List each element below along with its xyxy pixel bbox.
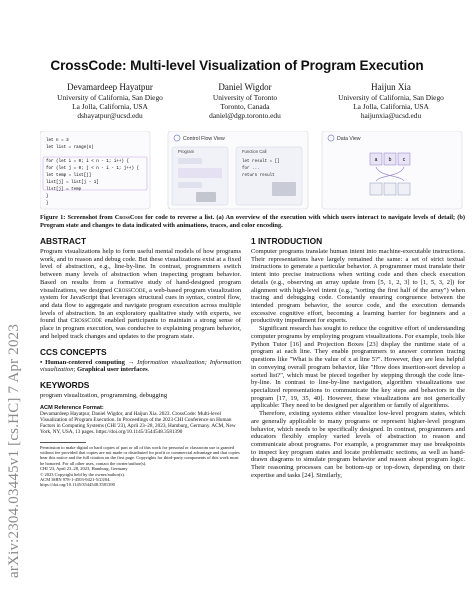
intro-paragraph-2: Significant research has sought to reduce the cognitive effort of understanding computer programs by employing program visualizations. For example, tools like Python Tutor [16] and Projection Boxes [23] display the runtime state of a program at each line. They enable programmers to answer common tracing questions like "What is the value of x at line 5?". However, they are less helpful in conveying overall program behavior, like "How does insertion-sort develop a sorted list?", which must be pieced together by stepping through the code line-by-line. In contrast to line-by-line navigation, algorithm visualizations use specialized representations to communicate the key steps and behaviors in the program [17, 19, 35, 40]. However, these visualizations are not generically applicable: They need to be designed per algorithm or family of algorithms. [251, 325, 466, 410]
introduction-heading: 1 INTRODUCTION [251, 236, 323, 246]
call-summary-block[interactable] [272, 182, 296, 196]
permission-conference: CHI '23, April 23–28, 2023, Hamburg, Germany [40, 466, 128, 472]
figure-caption [40, 214, 465, 229]
author-name: Devamardeep Hayatpur [67, 82, 153, 92]
author-location: La Jolla, California, USA [353, 102, 429, 111]
paper-title: CrossCode: Multi-level Visualization of Program Execution [50, 58, 424, 73]
teaser-figure [40, 131, 470, 211]
keywords-text: program visualization, programming, debugging [40, 392, 168, 400]
program-step[interactable] [178, 182, 202, 188]
author-block-2 [185, 82, 305, 120]
acm-reference-text: Devamardeep Hayatpur, Daniel Wigdor, and Haijun Xia. 2023. CrossCode: Multi-level Visualization of Program Execution. In Proceedings of the 2023 CHI Conference on Human Factors in Computing Systems (CHI '23), April 23–28, 2023, Hamburg, Germany. ACM, New York, NY, USA, 13 pages. https://doi.org/10.1145/3544548.3581390 [40, 410, 236, 436]
program-step[interactable] [196, 192, 216, 202]
intro-paragraph-1: Computer programs translate human intent into machine-executable instructions. Their representations have largely remained the same: a set of strict textual instructions to generate a particular behavior. A programmer must translate their intent into precise instructions when writing code and then check execution details (e.g., observing an array update from [5, 1, 2, 3] to [1, 5, 3, 2]) for alignment with high-level intent (e.g., "sorting the first half of the array") when tracing and debugging code. Constantly ensuring congruence between the intended program behavior, the source code, and the execution demands excessive cognitive effort, becoming a learning barrier for beginners and a productivity impediment for experts. [251, 248, 465, 325]
code-line: for (let i = 0; i < n - 1; i++) { [46, 160, 129, 164]
code-line: let list = range(n) [46, 146, 94, 150]
permission-copyright: © 2023 Copyright held by the owner/author(s). [40, 471, 126, 477]
abstract-text: Program visualizations help to form useful mental models of how programs work, and to reason and debug code. But these visualizations exist at a fixed level of abstraction, e.g., line-by-line. In contrast, programmers switch between many levels of abstraction when inspecting program behavior. Based on results from a formative study of hand-designed program visualizations, we designed CrossCode, a web-based program visualization system for JavaScript that leverages structural cues in syntax, control flow, and data flow to aggregate and navigate program execution across multiple levels of abstraction. In an exploratory qualitative study with experts, we found that CrossCode enabled participants to maintain a strong sense of place in program execution, was conducive to explaining program behavior, and helped track changes and updates to the program state. [40, 248, 241, 340]
footnote-rule [40, 442, 86, 443]
array-cell-label: c [402, 157, 406, 163]
array-cell-label: b [388, 157, 392, 163]
array-cell [398, 183, 410, 195]
caption-lead: Figure 1: Screenshot from [40, 214, 115, 221]
code-line: } [46, 202, 49, 206]
data-array-bottom [370, 183, 410, 195]
author-location: La Jolla, California, USA [72, 102, 148, 111]
function-call-label: Function Call [242, 149, 267, 154]
call-line: let result = [] [242, 160, 280, 164]
control-flow-title: Control Flow View [183, 136, 225, 142]
caption-system-name: CrossCode [114, 214, 144, 221]
author-email: dshayatpur@ucsd.edu [77, 111, 143, 120]
code-line: let n = 3 [46, 139, 69, 143]
array-cell [384, 183, 396, 195]
code-line: let temp = list[j] [46, 174, 92, 178]
author-block-3 [318, 82, 464, 120]
data-array-top [370, 153, 410, 165]
permission-text: Permission to make digital or hard copies of part or all of this work for personal or classroom use is granted without fee provided that copies are not made or distributed for profit or commercial advantage and that copies bear this notice and the full citation on the first page. Copyrights for third-party components of this work must be honored. For all other uses, contact the owner/author(s). [40, 444, 240, 466]
left-column [40, 236, 241, 488]
author-location: Toronto, Canada [220, 102, 270, 111]
author-affiliation: University of Toronto [212, 93, 278, 102]
ccs-text: • Human-centered computing → Information visualization; Information visualization; Graphical user interfaces. [40, 358, 241, 374]
author-name: Daniel Wigdor [218, 82, 272, 92]
array-cell-label: a [374, 157, 378, 163]
caption-text: for code to reverse a list. (a) An overview of the execution with which users interact to navigate levels of detail; (b) Program state and changes to data indicated with animations, traces, and color encoding. [40, 214, 466, 229]
author-name: Haijun Xia [371, 82, 411, 92]
intro-paragraph-3: Therefore, existing systems either visualize low-level program states, which are generally applicable to many programs or represent higher-level program behavior, which needs to be specifically designed. In contrast, programmers and educators flexibly employ varied levels of abstraction to reason and communicate about programs. For example, a programmer may use breakpoints to inspect key program states and locate problematic sections, as well as hand-drawn diagrams to simulate program behavior and reason about program logic. Their reasoning processes can be bottom-up or top-down, depending on their expertise and tasks [24]. Similarly, [251, 410, 465, 479]
right-column [251, 236, 465, 480]
author-affiliation: University of California, San Diego [338, 93, 444, 102]
paper-page: arXiv:2304.03445v1 [cs.HC] 7 Apr 2023 CrossCode: Multi-level Visualization of Program Execution Devamardeep Hayatpur University of California, San Diego La Jolla, California, USA dshayatpur@ucsd.edu Daniel Wigdor University of Toronto Toronto, Canada daniel@dgp.toronto.edu Haijun Xia University of California, San Diego La Jolla, California, USA haijunxia@ucsd.edu let n = 3 let list = range(n) for (let i = 0; i < n - 1; i++) { for (let j = 0; j < n - i - 1; j++) { let temp = list[j] list[j] = list[j - 1] list[j] = temp } } Control Flow View Program Function Call let result = [] for ... return result Data View a b c Figure 1: Screenshot from CrossCode for code to reverse a list. (a) An overview of the execution with which users interact to navigate levels of detail; (b) Program state and changes to data indicated with animations, traces, and color encoding. ABSTRACT Program visualizations help to form useful mental models of how programs work, and to reason and debug code. But these visualizations exist at a fixed level of abstraction, e.g., line-by-line. In contrast, programmers switch between many levels of abstraction when inspecting program behavior. Based on results from a formative study of hand-designed program visualizations, we designed CrossCode, a web-based program visualization system for JavaScript that leverages structural cues in syntax, control flow, and data flow to aggregate and navigate program execution across multiple levels of abstraction. In an exploratory qualitative study with experts, we found that CrossCode enabled participants to maintain a strong sense of place in program execution, was conducive to explaining program behavior, and helped track changes and updates to the program state. CCS CONCEPTS • Human-centered computing → Information visualization; Information visualization; Graphical user interfaces. KEYWORDS program visualization, programming, debugging ACM Reference Format: Devamardeep Hayatpur, Daniel Wigdor, and Haijun Xia. 2023. CrossCode: Multi-level Visualization of Program Execution. In Proceedings of the 2023 CHI Conference on Human Factors in Computing Systems (CHI '23), April 23–28, 2023, Hamburg, Germany. ACM, New York, NY, USA, 13 pages. https://doi.org/10.1145/3544548.3581390 Permission to make digital or hard copies of part or all of this work for personal or classroom use is granted without fee provided that copies are not made or distributed for profit or commercial advantage and that copies bear this notice and the full citation on the first page. Copyrights for third-party components of this work must be honored. For all other uses, contact the owner/author(s). CHI '23, April 23–28, 2023, Hamburg, Germany © 2023 Copyright held by the owner/author(s). ACM ISBN 978-1-4503-9421-5/23/04. https://doi.org/10.1145/3544548.3581390 1 INTRODUCTION Computer programs translate human intent into machine-executable instructions. Their representations have largely remained the same: a set of strict textual instructions to generate a particular behavior. A programmer must translate their intent into precise instructions when writing code and then check execution details (e.g., observing an array update from [5, 1, 2, 3] to [1, 5, 3, 2]) for alignment with high-level intent (e.g., "sorting the first half of the array") when tracing and debugging code. Constantly ensuring congruence between the intended program behavior, the source code, and the execution demands excessive cognitive effort, becoming a learning barrier for beginners and a productivity impediment for experts. Significant research has sought to reduce the cognitive effort of understanding computer programs by employing program visualizations. For example, tools like Python Tutor [16] and Projection Boxes [23] display the runtime state of a program at each line. They enable programmers to answer common tracing questions like "What is the value of x at line 5?". However, they are less helpful in conveying overall program behavior, like "How does insertion-sort develop a sorted list?", which must be pieced together by stepping through the code line-by-line. In contrast to line-by-line navigation, algorithm visualizations use specialized representations to communicate the key steps and behaviors in the program [17, 19, 35, 40]. However, these visualizations are not generically applicable: They need to be designed per algorithm or family of algorithms. Therefore, existing systems either visualize low-level program states, which are generally applicable to many programs or represent higher-level program behavior, which needs to be specifically designed. In contrast, programmers and educators flexibly employ varied levels of abstraction to reason and communicate about programs. For example, a programmer may use breakpoints to inspect key program states and locate problematic sections, as well as hand-drawn diagrams to simulate program behavior and reason about program logic. Their reasoning processes can be bottom-up or top-down, depending on their expertise and tasks [24]. Similarly, [0, 0, 474, 613]
program-step[interactable] [178, 158, 202, 164]
code-line: for (let j = 0; j < n - i - 1; j++) { [46, 167, 139, 171]
array-cell [370, 183, 382, 195]
author-affiliation: University of California, San Diego [57, 93, 163, 102]
code-line: list[j] = temp [46, 188, 82, 192]
ccs-heading: CCS CONCEPTS [40, 346, 107, 357]
code-line: } [46, 195, 49, 199]
author-email: daniel@dgp.toronto.edu [209, 111, 281, 120]
call-line: for ... [242, 167, 260, 171]
author-email: haijunxia@ucsd.edu [360, 111, 422, 120]
data-view-panel [322, 131, 462, 209]
permission-isbn: ACM ISBN 978-1-4503-9421-5/23/04. [40, 477, 111, 483]
keywords-heading: KEYWORDS [40, 380, 90, 391]
call-line: return result [242, 174, 275, 178]
acm-reference-heading: ACM Reference Format: [40, 404, 104, 411]
permission-doi-link[interactable]: https://doi.org/10.1145/3544548.3581390 [40, 482, 115, 488]
program-label: Program [178, 149, 195, 154]
code-line: list[j] = list[j - 1] [46, 181, 99, 185]
author-block-1 [40, 82, 180, 120]
program-step[interactable] [178, 168, 222, 178]
data-view-title: Data View [337, 136, 361, 142]
abstract-heading: ABSTRACT [40, 236, 87, 246]
